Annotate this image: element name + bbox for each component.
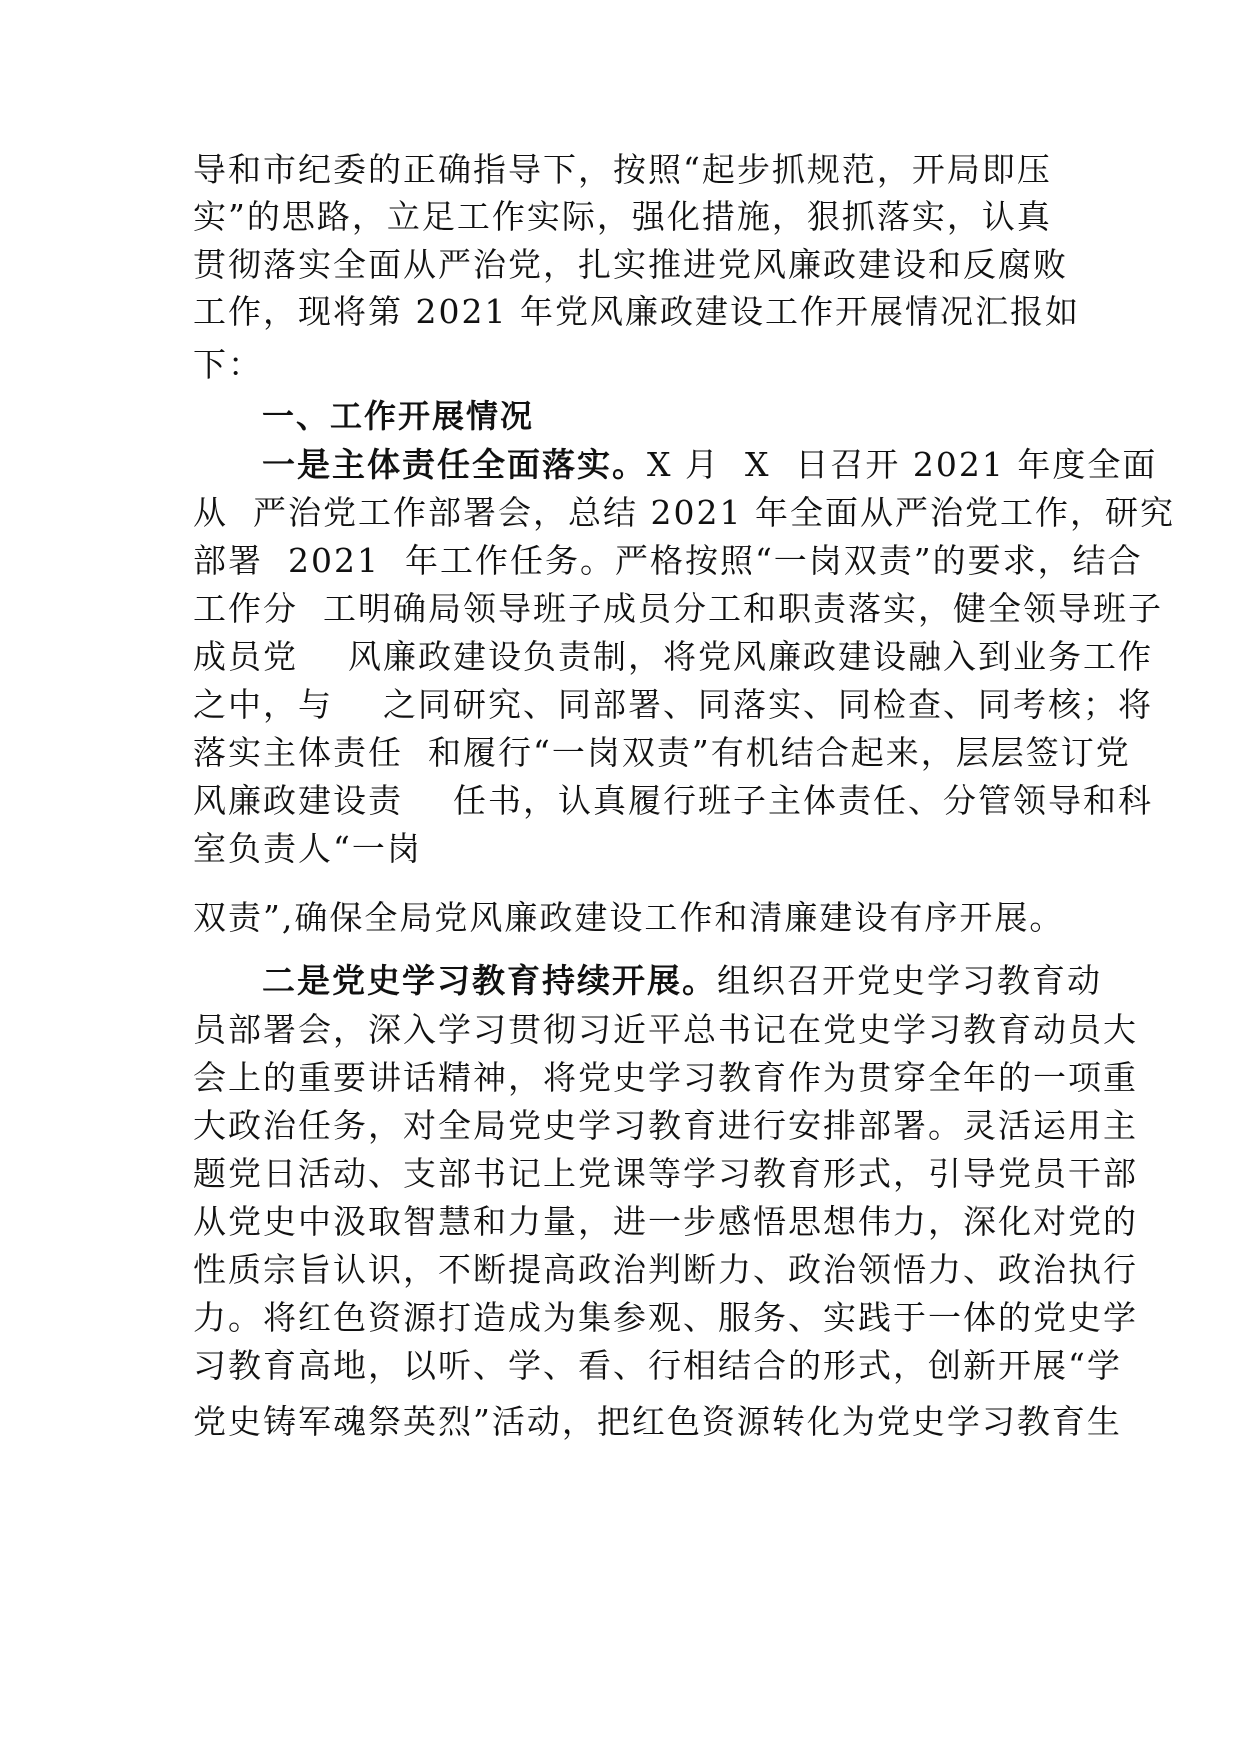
paragraph-two-line-8: 力。将红色资源打造成为集参观、服务、实践于一体的党史学	[193, 1298, 1138, 1337]
paragraph-one-lead: 一是主体责任全面落实。	[262, 445, 647, 484]
paragraph-one-first-line	[262, 445, 1157, 485]
paragraph-two-line-2: 员部署会，深入学习贯彻习近平总书记在党史学习教育动员大	[193, 1010, 1138, 1049]
paragraph-two-lead: 二是党史学习教育持续开展。	[262, 961, 717, 1000]
paragraph-one-line-8: 风廉政建设责 任书，认真履行班子主体责任、分管领导和科	[193, 781, 1153, 820]
paragraph-two-first-line	[262, 961, 1102, 1001]
paragraph-two-line-4: 大政治任务，对全局党史学习教育进行安排部署。灵活运用主	[193, 1106, 1138, 1145]
intro-line-2: 实”的思路，立足工作实际，强化措施，狠抓落实，认真	[193, 197, 1052, 236]
paragraph-two-line-3: 会上的重要讲话精神，将党史学习教育作为贯穿全年的一项重	[193, 1058, 1138, 1097]
paragraph-one-line-5: 成员党 风廉政建设负责制，将党风廉政建设融入到业务工作	[193, 637, 1153, 676]
paragraph-two-first-line-rest: 组织召开党史学习教育动	[717, 961, 1102, 1000]
intro-line-4: 工作，现将第 2021 年党风廉政建设工作开展情况汇报如	[193, 292, 1080, 331]
paragraph-two-line-6: 从党史中汲取智慧和力量，进一步感悟思想伟力，深化对党的	[193, 1202, 1138, 1241]
intro-line-1: 导和市纪委的正确指导下，按照“起步抓规范，开局即压	[193, 150, 1052, 189]
paragraph-two-line-9: 习教育高地，以听、学、看、行相结合的形式，创新开展“学	[193, 1346, 1122, 1385]
paragraph-one-line-9: 室负责人“一岗	[193, 829, 422, 868]
paragraph-one-line-3: 部署 2021 年工作任务。严格按照“一岗双责”的要求，结合	[193, 541, 1143, 580]
paragraph-one-line-6: 之中，与 之同研究、同部署、同落实、同检查、同考核；将	[193, 685, 1153, 724]
intro-line-3: 贯彻落实全面从严治党，扎实推进党风廉政建设和反腐败	[193, 245, 1068, 284]
paragraph-two-line-5: 题党日活动、支部书记上党课等学习教育形式，引导党员干部	[193, 1154, 1138, 1193]
paragraph-two-line-7: 性质宗旨认识，不断提高政治判断力、政治领悟力、政治执行	[193, 1250, 1138, 1289]
paragraph-one-line-2: 从 严治党工作部署会，总结 2021 年全面从严治党工作，研究	[193, 493, 1175, 532]
paragraph-one-line-10: 双责”,确保全局党风廉政建设工作和清廉建设有序开展。	[193, 898, 1065, 937]
paragraph-one-line-4: 工作分 工明确局领导班子成员分工和职责落实，健全领导班子	[193, 589, 1163, 628]
section-heading: 一、工作开展情况	[262, 397, 535, 435]
paragraph-one-line-7: 落实主体责任 和履行“一岗双责”有机结合起来，层层签订党	[193, 733, 1131, 772]
paragraph-two-line-10: 党史铸军魂祭英烈”活动，把红色资源转化为党史学习教育生	[193, 1402, 1122, 1441]
intro-line-5: 下：	[193, 345, 263, 384]
paragraph-one-first-line-rest: X 月 X 日召开 2021 年度全面	[647, 445, 1158, 484]
